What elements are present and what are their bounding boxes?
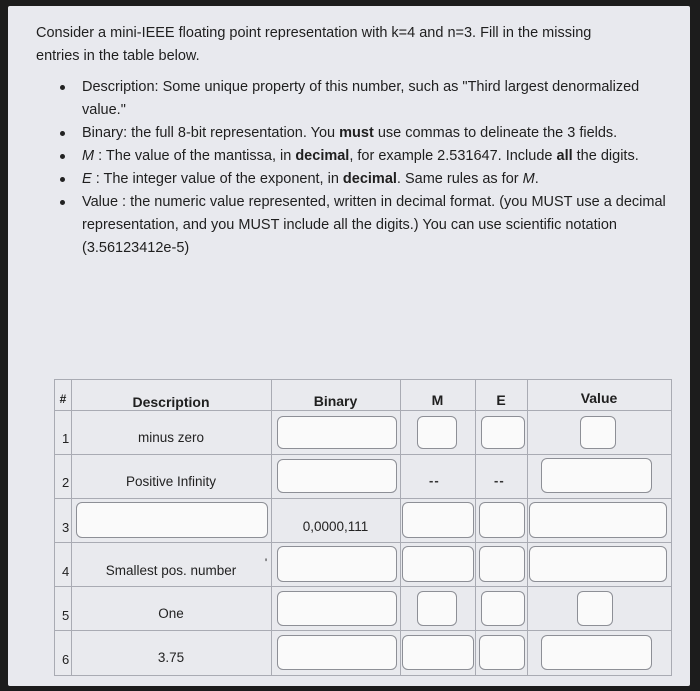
row-number: 5 bbox=[62, 608, 70, 623]
bullet-dot-icon bbox=[60, 131, 65, 136]
value-input[interactable] bbox=[580, 416, 616, 449]
row-binary: 0,0000,111 bbox=[302, 519, 369, 534]
row-description: Smallest pos. number bbox=[105, 563, 237, 578]
value-input[interactable] bbox=[577, 591, 613, 626]
row-number: 1 bbox=[62, 431, 70, 446]
binary-input[interactable] bbox=[277, 591, 397, 626]
row-description: 3.75 bbox=[157, 650, 185, 665]
worksheet bbox=[8, 6, 690, 686]
grid-line bbox=[55, 630, 672, 631]
grid-line bbox=[55, 454, 672, 455]
header-description: Description bbox=[132, 394, 210, 410]
stray-mark: ' bbox=[264, 556, 268, 570]
exponent-input[interactable] bbox=[479, 635, 525, 670]
bullet-binary: Binary: the full 8-bit representation. You must use commas to delineate the 3 fields. bbox=[82, 122, 676, 145]
binary-input[interactable] bbox=[277, 546, 397, 582]
value-input[interactable] bbox=[541, 458, 652, 493]
row-number: 3 bbox=[62, 520, 70, 535]
grid-line bbox=[55, 586, 672, 587]
intro-line-1: Consider a mini-IEEE floating point representation with k=4 and n=3. Fill in the missing bbox=[36, 25, 592, 41]
header-value: Value bbox=[580, 390, 618, 406]
exponent-na: -- bbox=[494, 473, 505, 488]
bullet-dot-icon bbox=[60, 177, 65, 182]
intro-line-2: entries in the table below. bbox=[36, 48, 200, 64]
header-exponent: E bbox=[496, 392, 506, 408]
grid-line bbox=[71, 380, 72, 676]
row-description: Positive Infinity bbox=[125, 474, 217, 489]
bullet-mantissa: M : The value of the mantissa, in decimal, for example 2.531647. Include all the digits. bbox=[82, 145, 676, 168]
binary-input[interactable] bbox=[277, 635, 397, 670]
grid-line bbox=[55, 410, 672, 411]
value-input[interactable] bbox=[541, 635, 652, 670]
field-definitions bbox=[36, 76, 676, 260]
binary-input[interactable] bbox=[277, 459, 397, 493]
grid-line bbox=[55, 542, 672, 543]
grid-line bbox=[527, 380, 528, 676]
exponent-input[interactable] bbox=[481, 416, 525, 449]
grid-line bbox=[55, 498, 672, 499]
grid-line bbox=[55, 675, 672, 676]
grid-line bbox=[671, 380, 672, 676]
grid-line bbox=[400, 380, 401, 676]
mantissa-input[interactable] bbox=[402, 546, 474, 582]
bullet-dot-icon bbox=[60, 154, 65, 159]
exponent-input[interactable] bbox=[481, 591, 525, 626]
header-number: # bbox=[59, 392, 67, 406]
mantissa-input[interactable] bbox=[417, 591, 457, 626]
header-binary: Binary bbox=[313, 393, 358, 409]
grid-line bbox=[475, 380, 476, 676]
bullet-exponent: E : The integer value of the exponent, in decimal. Same rules as for M. bbox=[82, 168, 676, 191]
mantissa-input[interactable] bbox=[402, 635, 474, 670]
answer-table bbox=[54, 379, 672, 676]
bullet-description: Description: Some unique property of this number, such as "Third largest denormalized value." bbox=[82, 76, 676, 122]
value-input[interactable] bbox=[529, 502, 667, 538]
bullet-dot-icon bbox=[60, 200, 65, 205]
bullet-dot-icon bbox=[60, 85, 65, 90]
exponent-input[interactable] bbox=[479, 502, 525, 538]
value-input[interactable] bbox=[529, 546, 667, 582]
row-number: 4 bbox=[62, 564, 70, 579]
row-number: 6 bbox=[62, 652, 70, 667]
mantissa-na: -- bbox=[429, 473, 440, 488]
description-input[interactable] bbox=[76, 502, 268, 538]
mantissa-input[interactable] bbox=[417, 416, 457, 449]
mantissa-input[interactable] bbox=[402, 502, 474, 538]
instructions bbox=[36, 22, 676, 260]
row-description: minus zero bbox=[137, 430, 205, 445]
row-description: One bbox=[158, 606, 184, 621]
bullet-value: Value : the numeric value represented, written in decimal format. (you MUST use a decimal representation, and you MUST include all the digits.) You can use scientific notation (3.56123412e-5) bbox=[82, 191, 676, 260]
exponent-input[interactable] bbox=[479, 546, 525, 582]
binary-input[interactable] bbox=[277, 416, 397, 449]
row-number: 2 bbox=[62, 475, 70, 490]
header-mantissa: M bbox=[431, 392, 444, 408]
